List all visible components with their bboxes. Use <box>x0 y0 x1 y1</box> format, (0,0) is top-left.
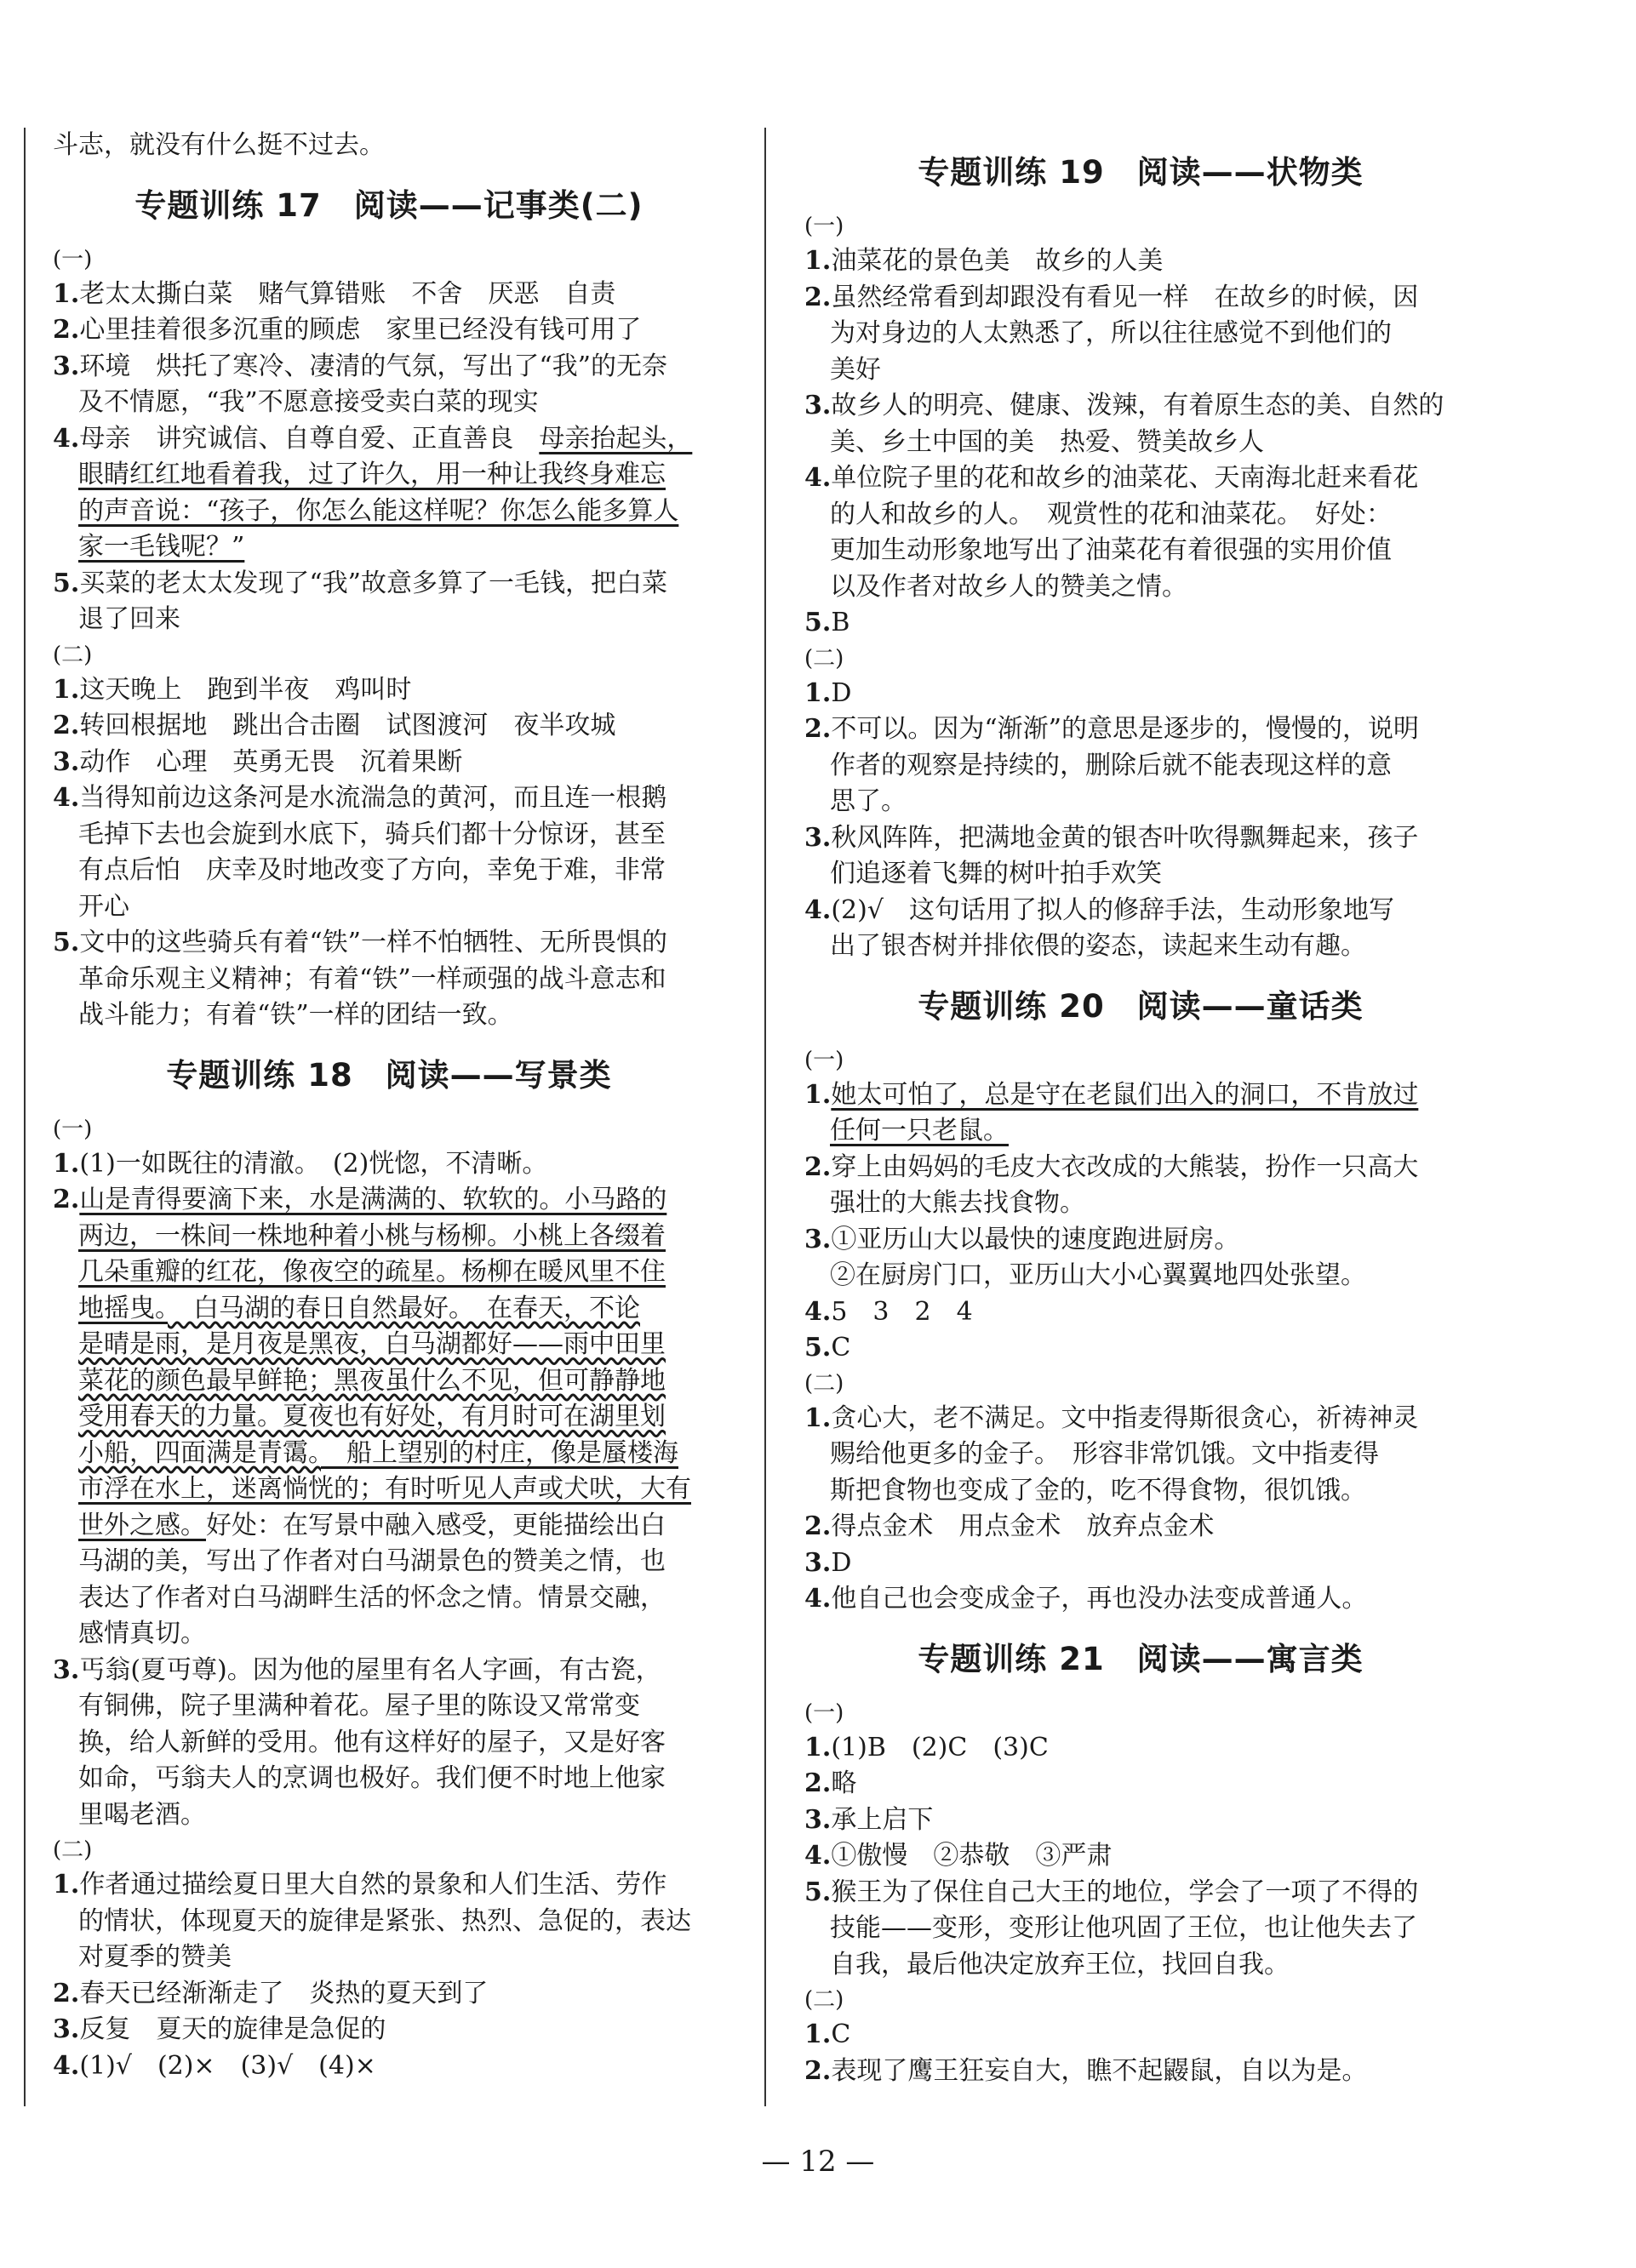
answer-item: 5.猴王为了保住自己大王的地位，学会了一项了不得的 <box>804 1877 1419 1907</box>
answer-cont: 表达了作者对白马湖畔生活的怀念之情。情景交融， <box>78 1582 666 1613</box>
answer-item: 3.环境 烘托了寒冷、凄清的气氛，写出了“我”的无奈 <box>53 351 668 381</box>
subsection-label: (二) <box>804 1987 844 2013</box>
subsection-label: (一) <box>804 1047 844 1073</box>
answer-item: 1.D <box>804 677 852 708</box>
answer-cont: 的声音说：“孩子，你怎么能这样呢？你怎么能多算人 <box>78 495 679 526</box>
answer-item: 1.作者通过描绘夏日里大自然的景象和人们生活、劳作 <box>53 1870 667 1900</box>
answer-cont: 开心 <box>78 891 129 922</box>
answer-cont: 眼睛红红地看着我，过了许久，用一种让我终身难忘 <box>78 460 666 489</box>
answer-item: 1.(1)一如既往的清澈。 (2)恍惚，不清晰。 <box>53 1148 548 1179</box>
answer-cont: 任何一只老鼠。 <box>830 1116 1009 1145</box>
subsection-label: (二) <box>804 645 844 671</box>
section-title-18: 专题训练 18 阅读——写景类 <box>166 1056 612 1094</box>
answer-cont: 作者的观察是持续的，删除后就不能表现这样的意 <box>830 750 1392 780</box>
answer-item: 4.当得知前边这条河是水流湍急的黄河，而且连一根鹅 <box>53 783 667 813</box>
answer-cont: 赐给他更多的金子。 形容非常饥饿。文中指麦得 <box>830 1439 1379 1469</box>
answer-item: 4.他自己也会变成金子，再也没办法变成普通人。 <box>804 1584 1368 1614</box>
answer-cont: 强壮的大熊去找食物。 <box>830 1188 1085 1218</box>
answer-item: 4.单位院子里的花和故乡的油菜花、天南海北赶来看花 <box>804 463 1419 493</box>
answer-cont: 技能——变形，变形让他巩固了王位，也让他失去了 <box>830 1913 1417 1943</box>
answer-item: 2.虽然经常看到却跟没有看见一样 在故乡的时候，因 <box>804 282 1419 312</box>
answer-item: 2.不可以。因为“渐渐”的意思是逐步的，慢慢的，说明 <box>804 714 1420 744</box>
answer-item: 2.得点金术 用点金术 放弃点金术 <box>804 1511 1215 1541</box>
answer-cont: 战斗能力；有着“铁”一样的团结一致。 <box>78 1000 513 1030</box>
answer-cont: 马湖的美，写出了作者对白马湖景色的赞美之情，也 <box>78 1546 666 1576</box>
answer-cont: 思了。 <box>830 786 907 816</box>
answer-item: 5.买菜的老太太发现了“我”故意多算了一毛钱，把白菜 <box>53 568 668 598</box>
answer-cont: 自我，最后他决定放弃王位，找回自我。 <box>830 1949 1290 1980</box>
answer-cont: 对夏季的赞美 <box>78 1942 232 1972</box>
answer-cont: 市浮在水上，迷离惝恍的；有时听见人声或犬吠，大有 <box>78 1474 691 1504</box>
answer-item: 3.秋风阵阵，把满地金黄的银杏叶吹得飘舞起来，孩子 <box>804 822 1419 853</box>
answer-item: 4.5 3 2 4 <box>804 1296 973 1327</box>
subsection-label: (二) <box>804 1370 844 1397</box>
section-title-19: 专题训练 19 阅读——状物类 <box>918 154 1364 191</box>
answer-item: 4.①傲慢 ②恭敬 ③严肃 <box>804 1841 1113 1871</box>
column-divider <box>764 128 766 2106</box>
answer-cont: 世外之感。好处：在写景中融入感受，更能描绘出白 <box>78 1510 666 1540</box>
answer-cont: 的情状，体现夏天的旋律是紧张、热烈、急促的，表达 <box>78 1905 691 1936</box>
subsection-label: (二) <box>53 642 93 668</box>
answer-item: 3.反复 夏天的旋律是急促的 <box>53 2014 386 2044</box>
answer-cont: 更加生动形象地写出了油菜花有着很强的实用价值 <box>830 535 1392 565</box>
subsection-label: (一) <box>804 1700 844 1726</box>
answer-item: 5.C <box>804 1333 851 1363</box>
answer-cont: 两边，一株间一株地种着小桃与杨柳。小桃上各缀着 <box>78 1220 666 1251</box>
answer-item: 5.B <box>804 608 850 637</box>
answer-cont: 以及作者对故乡人的赞美之情。 <box>830 571 1187 602</box>
left-column <box>53 128 725 2084</box>
answer-item: 5.文中的这些骑兵有着“铁”一样不怕牺牲、无所畏惧的 <box>53 928 668 957</box>
answer-item: 3.D <box>804 1547 852 1578</box>
section-title-20: 专题训练 20 阅读——童话类 <box>918 987 1364 1025</box>
answer-cont: 几朵重瓣的红花，像夜空的疏星。杨柳在暖风里不住 <box>78 1257 666 1287</box>
answer-cont: 有点后怕 庆幸及时地改变了方向，幸免于难，非常 <box>78 855 666 885</box>
right-column <box>804 128 1477 2089</box>
answer-item: 3.动作 心理 英勇无畏 沉着果断 <box>53 746 463 777</box>
answer-cont: 换，给人新鲜的受用。他有这样好的屋子，又是好客 <box>78 1727 666 1757</box>
subsection-label: (二) <box>53 1837 93 1863</box>
answer-cont: 菜花的颜色最早鲜艳；黑夜虽什么不见，但可静静地 <box>78 1365 666 1396</box>
subsection-label: (一) <box>53 246 93 272</box>
answer-cont: 毛掉下去也会旋到水底下，骑兵们都十分惊讶，甚至 <box>78 819 666 849</box>
answer-item: 3.丐翁(夏丏尊)。因为他的屋里有名人字画，有古瓷， <box>53 1654 661 1685</box>
subsection-label: (一) <box>53 1116 93 1142</box>
section-title-21: 专题训练 21 阅读——寓言类 <box>918 1640 1364 1677</box>
answer-cont: 及不情愿，“我”不愿意接受卖白菜的现实 <box>78 387 539 417</box>
page-number: — 12 — <box>761 2145 875 2179</box>
answer-item: 4.母亲 讲究诚信、自尊自爱、正直善良 母亲抬起头， <box>53 423 693 454</box>
answer-item: 1.贪心大，老不满足。文中指麦得斯很贪心，祈祷神灵 <box>804 1403 1419 1433</box>
answer-cont: 退了回来 <box>78 604 180 634</box>
answer-item: 2.春天已经渐渐走了 炎热的夏天到了 <box>53 1978 489 2008</box>
answer-item: 4.(1)√ (2)× (3)√ (4)× <box>53 2050 376 2081</box>
answer-cont: 为对身边的人太熟悉了，所以往往感觉不到他们的 <box>830 318 1392 348</box>
answer-item: 2.略 <box>804 1768 857 1798</box>
answer-cont: 革命乐观主义精神；有着“铁”一样顽强的战斗意志和 <box>78 963 666 994</box>
answer-cont: 地摇曳。 白马湖的春日自然最好。 在春天，不论 <box>78 1293 640 1323</box>
answer-item: 3.故乡人的明亮、健康、泼辣，有着原生态的美、自然的 <box>804 391 1444 420</box>
answer-cont: 小船，四面满是青霭。 船上望别的村庄，像是蜃楼海 <box>78 1437 678 1468</box>
answer-item: 3.①亚历山大以最快的速度跑进厨房。 <box>804 1224 1240 1254</box>
answer-item: 4.(2)√ 这句话用了拟人的修辞手法，生动形象地写 <box>804 894 1394 925</box>
subsection-label: (一) <box>804 214 844 239</box>
answer-cont: 家一毛钱呢？” <box>78 532 245 562</box>
answer-item: 1.油菜花的景色美 故乡的人美 <box>804 246 1164 276</box>
answer-item: 2.心里挂着很多沉重的顾虑 家里已经没有钱可用了 <box>53 315 642 345</box>
answer-cont: 美、乡土中国的美 热爱、赞美故乡人 <box>830 426 1264 457</box>
answer-cont: 美好 <box>830 354 881 385</box>
answer-item: 2.穿上由妈妈的毛皮大衣改成的大熊装，扮作一只高大 <box>804 1151 1419 1182</box>
section-title-17: 专题训练 17 阅读——记事类(二) <box>134 186 644 224</box>
answer-item: 1.C <box>804 2019 851 2049</box>
answer-item: 2.转回根据地 跳出合击圈 试图渡河 夜半攻城 <box>53 711 616 740</box>
left-margin-rule <box>24 128 26 2106</box>
answer-cont: 出了银杏树并排依偎的姿态，读起来生动有趣。 <box>830 931 1366 961</box>
answer-item: 3.承上启下 <box>804 1804 934 1835</box>
answer-cont: 斯把食物也变成了金的，吃不得食物，很饥饿。 <box>830 1475 1366 1505</box>
answer-item: 1.老太太撕白菜 赌气算错账 不舍 厌恶 自责 <box>53 278 616 309</box>
answer-cont: 如命，丐翁夫人的烹调也极好。我们便不时地上他家 <box>78 1763 666 1793</box>
answer-cont: 有铜佛，院子里满种着花。屋子里的陈设又常常变 <box>78 1691 640 1721</box>
answer-cont: 里喝老酒。 <box>78 1799 206 1830</box>
answer-cont: 的人和故乡的人。 观赏性的花和油菜花。 好处： <box>830 499 1392 529</box>
answer-cont: 受用春天的力量。夏夜也有好处，有月时可在湖里划 <box>78 1402 666 1431</box>
answer-cont: ②在厨房门口，亚历山大小心翼翼地四处张望。 <box>830 1260 1366 1290</box>
answer-item: 1.她太可怕了，总是守在老鼠们出入的洞口，不肯放过 <box>804 1079 1419 1110</box>
answer-item: 1.这天晚上 跑到半夜 鸡叫时 <box>53 674 412 705</box>
intro-line: 斗志，就没有什么挺不过去。 <box>53 130 385 160</box>
answer-cont: 感情真切。 <box>78 1619 206 1648</box>
answer-cont: 是晴是雨，是月夜是黑夜，白马湖都好——雨中田里 <box>78 1329 666 1359</box>
answer-cont: 们追逐着飞舞的树叶拍手欢笑 <box>830 859 1162 888</box>
answer-item: 1.(1)B (2)C (3)C <box>804 1732 1049 1762</box>
answer-item: 2.表现了鹰王狂妄自大，瞧不起鼹鼠，自以为是。 <box>804 2055 1368 2086</box>
answer-item: 2.山是青得要滴下来，水是满满的、软软的。小马路的 <box>53 1185 667 1214</box>
